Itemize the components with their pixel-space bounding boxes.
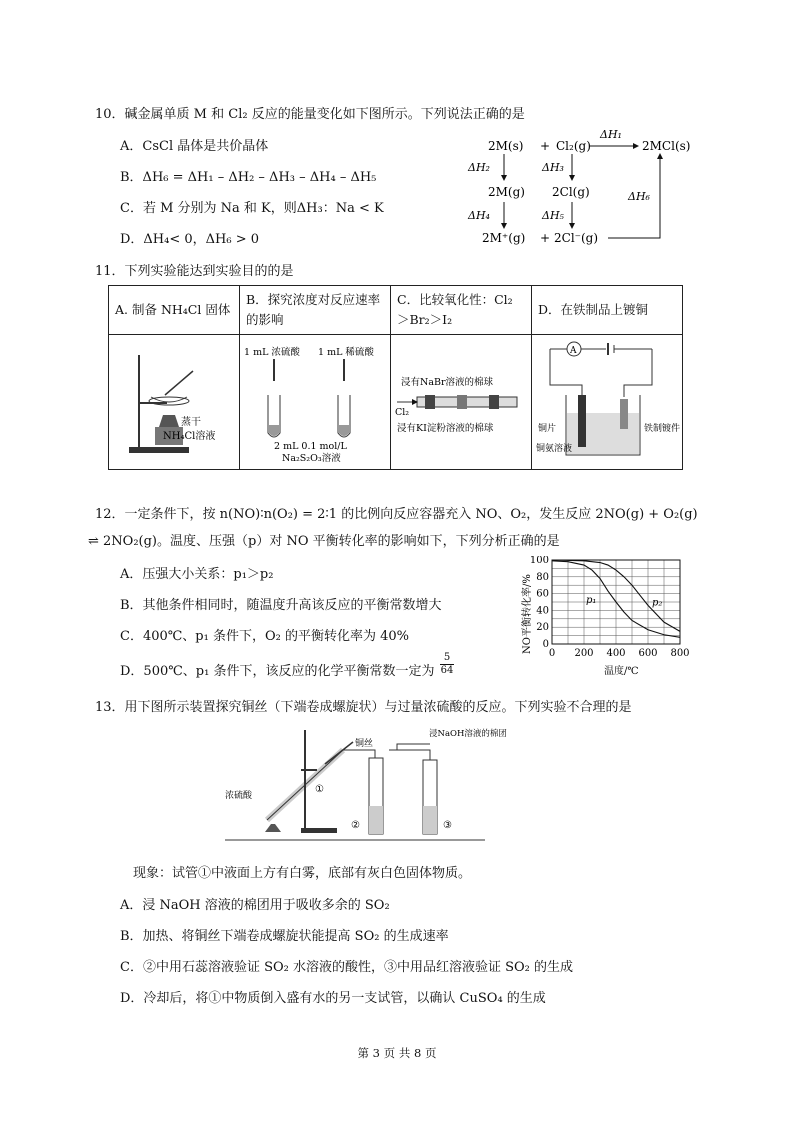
q11-figure-b [240,335,391,470]
chart-x-tick-label: 400 [606,648,626,659]
chart-x-tick-label: 200 [574,648,594,659]
q13-apparatus-figure [225,720,525,845]
q10-dh3-label: ΔH₃ [542,161,564,174]
q10-option-a: A．CsCl 晶体是共价晶体 [120,139,269,154]
q11-d-ammeter: A [570,346,577,356]
chart-y-tick-label: 40 [536,605,549,617]
q11-figure-c [391,335,532,470]
q10-2m-plus-g: 2M⁺(g) [482,231,526,245]
q10-energy-diagram [460,122,710,252]
q10-dh2-label: ΔH₂ [468,161,490,174]
q11-figure-a [109,335,240,470]
q12-option-a: A．压强大小关系：p₁＞p₂ [120,567,274,582]
q11-b-label-4: Na₂S₂O₃溶液 [282,453,341,463]
q10-cl2-g: Cl₂(g) [556,139,591,153]
q12-chart [518,556,698,678]
q12-option-c: C．400℃、p₁ 条件下，O₂ 的平衡转化率为 40% [120,629,409,644]
q13-phenomenon: 现象：试管①中液面上方有白雾，底部有灰白色固体物质。 [133,866,472,881]
q12-fraction [440,652,454,677]
q10-dh6-label: ΔH₆ [628,190,650,203]
q11-figure-d [532,335,683,470]
q10-plus-top: + [540,139,551,153]
q13-label-tube2: ② [351,820,360,831]
q10-stem: 10．碱金属单质 M 和 Cl₂ 反应的能量变化如下图所示。下列说法正确的是 [95,107,525,122]
q11-header-c: C．比较氧化性：Cl₂＞Br₂＞I₂ [391,286,532,335]
q13-label-cotton: 浸NaOH溶液的棉团 [429,729,507,739]
q13-label-acid: 浓硫酸 [225,791,253,801]
q13-option-b: B．加热、将铜丝下端卷成螺旋状能提高 SO₂ 的生成速率 [120,929,449,944]
chart-y-tick-label: 80 [536,571,549,583]
q12-stem-line2: ⇌ 2NO₂(g)。温度、压强（p）对 NO 平衡转化率的影响如下，下列分析正确的是 [88,534,560,549]
q11-a-label-2: NH₄Cl溶液 [163,431,216,442]
q13-option-d: D．冷却后，将①中物质倒入盛有水的另一支试管，以确认 CuSO₄ 的生成 [120,991,546,1006]
chart-x-tick-label: 0 [548,648,556,659]
q11-d-label-1: 铜片 [538,424,557,434]
q11-d-label-2: 铁制镀件 [644,424,681,434]
q11-b-label-2: 1 mL 稀硫酸 [318,347,374,358]
q10-2cl-g: 2Cl(g) [552,185,590,199]
chart-y-label: NO平衡转化率/% [522,574,533,654]
q11-b-label-3: 2 mL 0.1 mol/L [274,441,347,452]
q11-header-d: D．在铁制品上镀铜 [532,286,683,335]
q10-2m-s: 2M(s) [488,139,524,153]
q10-2m-g: 2M(g) [488,185,525,199]
q10-option-c: C．若 M 分别为 Na 和 K，则ΔH₃：Na < K [120,201,384,216]
q11-c-label-2: Cl₂ [395,407,410,418]
chart-series-label: p₂ [652,597,663,609]
chart-y-tick-label: 20 [536,622,549,634]
q11-c-label-1: 浸有NaBr溶液的棉球 [401,377,493,388]
q13-label-copper: 铜丝 [355,739,374,749]
q10-dh4-label: ΔH₄ [468,209,490,222]
q13-label-tube3: ③ [443,820,452,831]
chart-series-label: p₁ [586,595,597,607]
q10-option-d: D．ΔH₄< 0，ΔH₆ > 0 [120,232,260,247]
chart-x-label: 温度/℃ [604,666,639,677]
q10-dh5-label: ΔH₅ [542,209,564,222]
q11-experiment-table [108,285,683,470]
q11-header-a: A. 制备 NH₄Cl 固体 [109,286,240,335]
q12-stem-line1: 12．一定条件下，按 n(NO)∶n(O₂) = 2∶1 的比例向反应容器充入 NO、O₂，发生反应 2NO(g) + O₂(g) [95,507,698,522]
q13-option-c: C．②中用石蕊溶液验证 SO₂ 水溶液的酸性，③中用品红溶液验证 SO₂ 的生成 [120,960,574,975]
chart-y-tick-label: 60 [536,588,549,600]
q10-dh1-label: ΔH₁ [600,128,622,141]
q12-fraction-num: 5 [440,652,454,665]
q10-2mcl-s: 2MCl(s) [642,139,691,153]
q11-c-label-3: 浸有KI淀粉溶液的棉球 [397,423,494,434]
q10-plus-bottom: + [540,231,551,245]
page-footer: 第 3 页 共 8 页 [357,1046,437,1060]
q11-a-label-1: 蒸干 [181,417,201,428]
q11-d-label-3: 铜氨溶液 [536,444,573,454]
q12-option-d: D．500℃、p₁ 条件下，该反应的化学平衡常数一定为 [120,664,435,679]
chart-x-tick-label: 800 [670,648,690,659]
q13-label-tube1: ① [315,784,324,795]
q11-header-b: B．探究浓度对反应速率的影响 [240,286,391,335]
q13-stem: 13．用下图所示装置探究铜丝（下端卷成螺旋状）与过量浓硫酸的反应。下列实验不合理的是 [95,700,632,715]
q11-stem: 11．下列实验能达到实验目的的是 [95,264,294,279]
q10-option-b: B．ΔH₆ = ΔH₁ – ΔH₂ – ΔH₃ – ΔH₄ – ΔH₅ [120,170,377,185]
chart-x-tick-label: 600 [638,648,658,659]
q13-option-a: A．浸 NaOH 溶液的棉团用于吸收多余的 SO₂ [120,898,390,913]
q12-option-b: B．其他条件相同时，随温度升高该反应的平衡常数增大 [120,598,442,613]
q11-b-label-1: 1 mL 浓硫酸 [244,347,300,358]
q10-2cl-minus-g: 2Cl⁻(g) [554,231,599,245]
chart-y-tick-label: 100 [529,556,549,566]
chart-x-ticks [549,648,690,659]
chart-y-tick-label: 0 [542,639,549,650]
q12-fraction-den: 64 [440,665,454,676]
